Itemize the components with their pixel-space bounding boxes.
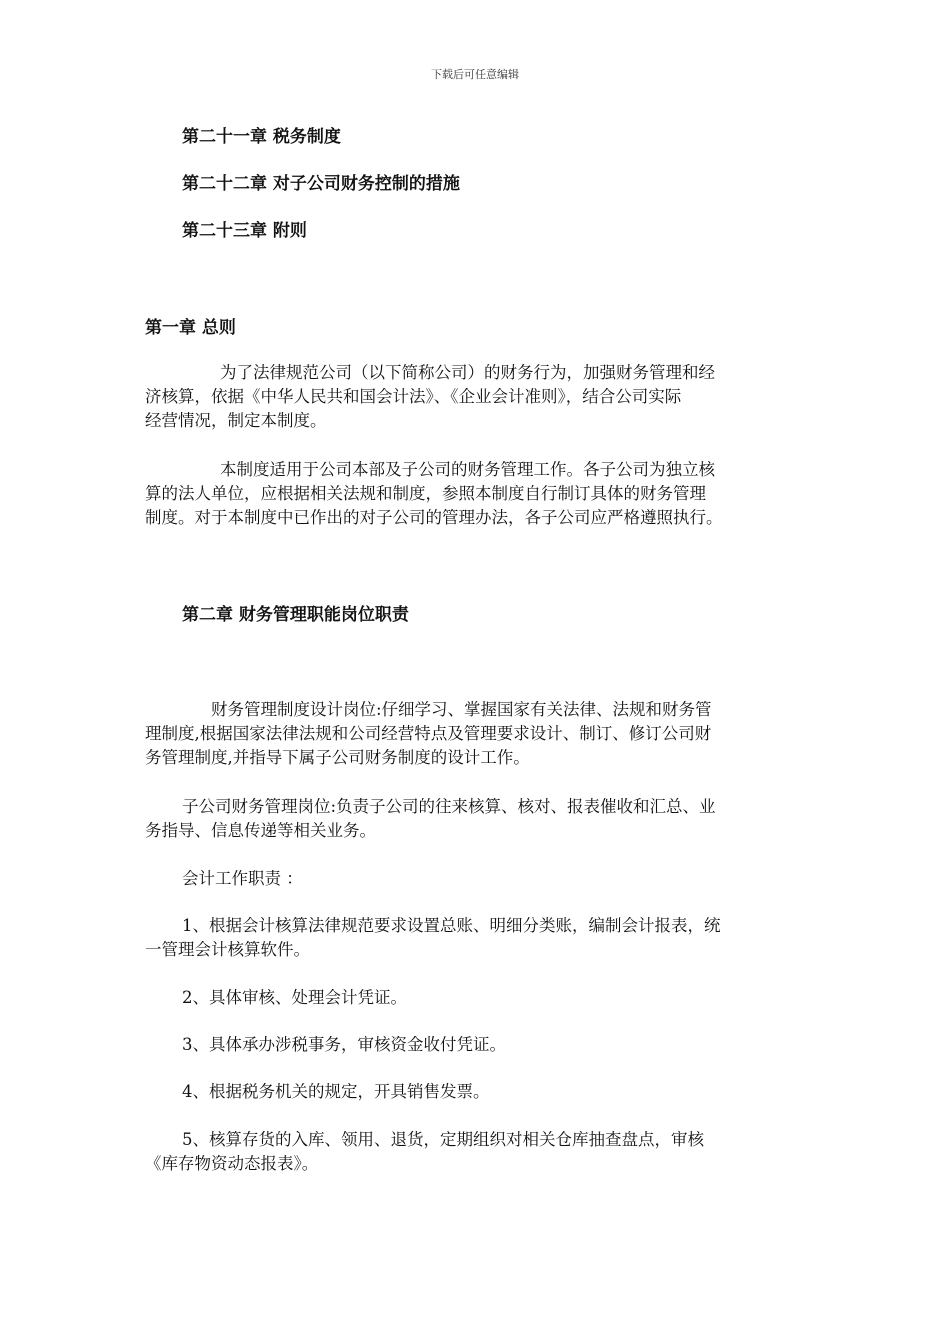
duty-item-4 (145, 1080, 810, 1104)
paragraph-line: 理制度,根据国家法律法规和公司经营特点及管理要求设计、制订、修订公司财 (145, 724, 712, 743)
chapter-2-title: 第二章 财务管理职能岗位职责 (182, 605, 409, 625)
paragraph-line: 本制度适用于公司本部及子公司的财务管理工作。各子公司为独立核 (220, 460, 715, 479)
paragraph-line: 会计工作职责 ： (182, 869, 303, 888)
chapter-2-paragraph-2 (145, 795, 810, 843)
paragraph-line: 制度。对于本制度中已作出的对子公司的管理办法，各子公司应严格遵照执行。 (145, 508, 723, 527)
paragraph-line: 务管理制度,并指导下属子公司财务制度的设计工作。 (145, 748, 530, 767)
chapter-1-paragraph-1 (145, 361, 810, 433)
duty-item-5 (145, 1128, 810, 1176)
chapter-1-title: 第一章 总则 (145, 318, 236, 338)
paragraph-line: 财务管理制度设计岗位:仔细学习、掌握国家有关法律、法规和财务管 (211, 700, 712, 719)
paragraph-line: 济核算，依据《中华人民共和国会计法》、《企业会计准则》，结合公司实际 (145, 387, 682, 406)
duty-item-2 (145, 986, 810, 1010)
paragraph-line: 子公司财务管理岗位:负责子公司的往来核算、核对、报表催收和汇总、业 (182, 797, 716, 816)
paragraph-line: 为了法律规范公司（以下简称公司）的财务行为，加强财务管理和经 (220, 363, 715, 382)
paragraph-line: 算的法人单位，应根据相关法规和制度，参照本制度自行制订具体的财务管理 (145, 484, 706, 503)
paragraph-line: 经营情况，制定本制度。 (145, 411, 327, 430)
paragraph-line: 5、核算存货的入库、领用、退货，定期组织对相关仓库抽查盘点，审核 (182, 1130, 704, 1149)
chapter-1-paragraph-2 (145, 458, 810, 530)
paragraph-line: 一管理会计核算软件。 (145, 940, 310, 959)
paragraph-line: 4、根据税务机关的规定，开具销售发票。 (182, 1082, 490, 1101)
duty-item-1 (145, 914, 810, 962)
paragraph-line: 务指导、信息传递等相关业务。 (145, 821, 376, 840)
accounting-duties-label (145, 867, 810, 891)
paragraph-line: 《库存物资动态报表》。 (145, 1154, 319, 1173)
chapter-2-paragraph-1 (145, 698, 810, 770)
toc-chapter-22: 第二十二章 对子公司财务控制的措施 (182, 174, 460, 194)
paragraph-line: 3、具体承办涉税事务，审核资金收付凭证。 (182, 1035, 506, 1054)
page-header-note: 下载后可任意编辑 (431, 68, 519, 81)
toc-chapter-23: 第二十三章 附则 (182, 221, 307, 241)
toc-chapter-21: 第二十一章 税务制度 (182, 127, 341, 147)
paragraph-line: 2、具体审核、处理会计凭证。 (182, 988, 407, 1007)
duty-item-3 (145, 1033, 810, 1057)
paragraph-line: 1、根据会计核算法律规范要求设置总账、明细分类账，编制会计报表，统 (182, 916, 721, 935)
